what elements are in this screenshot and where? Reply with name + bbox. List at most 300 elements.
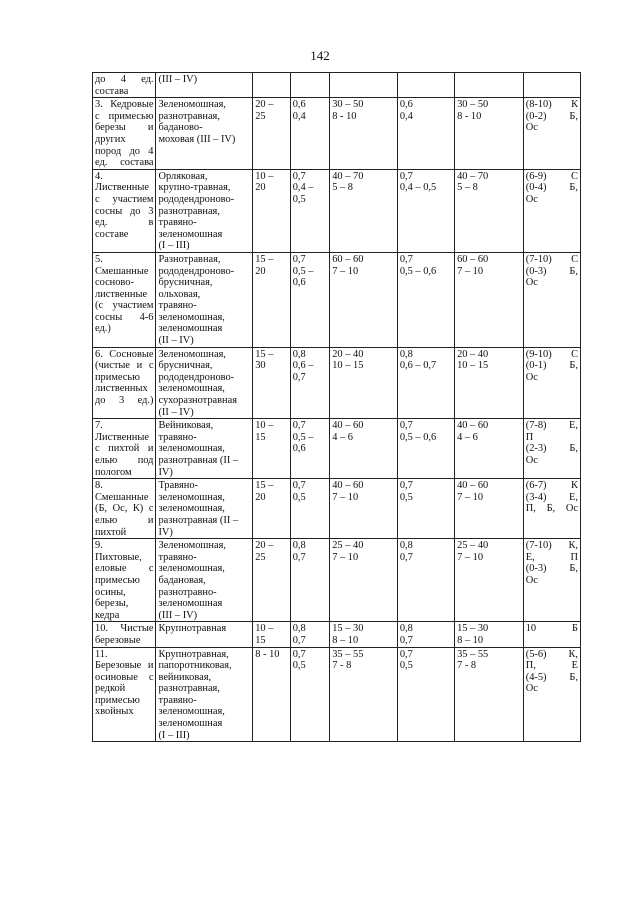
cell-line: 0,5 bbox=[292, 193, 306, 205]
cell-line: елью под bbox=[95, 455, 154, 466]
composition-cell bbox=[523, 347, 580, 419]
volume-cell bbox=[330, 622, 398, 647]
volume-cell bbox=[330, 647, 398, 742]
cell-line: (6-7) К bbox=[525, 480, 578, 492]
cell-line: 15 – bbox=[255, 348, 274, 360]
age-cell bbox=[253, 98, 290, 170]
cell-line: 3. Кедровые bbox=[95, 99, 154, 111]
volume-cell bbox=[330, 73, 398, 98]
cell-line: Смешанные bbox=[95, 491, 149, 503]
forest-group-cell bbox=[156, 419, 253, 479]
cell-line: осиновые с bbox=[95, 671, 154, 683]
composition-cell bbox=[523, 622, 580, 647]
cell-line: 0,6 bbox=[292, 443, 306, 455]
age-cell bbox=[253, 252, 290, 347]
cell-line: бадановo- bbox=[158, 122, 203, 134]
cell-line: 0,8 bbox=[292, 540, 306, 552]
cell-line: 0,5 bbox=[399, 491, 413, 503]
cell-line: сосны до 3 bbox=[95, 205, 154, 217]
cell-line: 5. bbox=[95, 253, 103, 265]
cell-line: 20 bbox=[255, 491, 266, 503]
cell-line: разнотравная, bbox=[158, 110, 220, 122]
cell-line: 10. Чистые bbox=[95, 623, 154, 635]
target-density-cell bbox=[397, 169, 454, 252]
age-cell bbox=[253, 479, 290, 539]
cell-line: с пихтой и bbox=[95, 443, 154, 455]
cell-line: IV) bbox=[158, 466, 173, 478]
cell-line: 0,4 – 0,5 bbox=[399, 182, 437, 194]
cell-line: 0,6 bbox=[399, 99, 413, 111]
age-cell bbox=[253, 169, 290, 252]
cell-line: 0,5 – bbox=[292, 431, 314, 443]
cell-line: 60 – 60 bbox=[457, 253, 489, 265]
density-cell bbox=[290, 73, 330, 98]
cell-line: (0-3) Б, bbox=[525, 265, 578, 277]
cell-line: 4. bbox=[95, 170, 103, 182]
cell-line: 5 – 8 bbox=[457, 182, 478, 194]
cell-line: (7-10) С bbox=[525, 253, 578, 265]
cell-line: ольховая, bbox=[158, 288, 201, 300]
cell-line: примесью bbox=[95, 694, 140, 706]
volume-cell bbox=[330, 419, 398, 479]
forest-group-cell bbox=[156, 252, 253, 347]
age-cell bbox=[253, 73, 290, 98]
forest-type-cell bbox=[93, 98, 156, 170]
cell-line: (8-10) К bbox=[525, 99, 578, 111]
cell-line: 40 – 70 bbox=[457, 170, 489, 182]
volume-cell bbox=[330, 252, 398, 347]
density-cell bbox=[290, 647, 330, 742]
density-cell bbox=[290, 98, 330, 170]
cell-line: Лиственные bbox=[95, 182, 149, 194]
table-row bbox=[93, 622, 581, 647]
forest-type-cell bbox=[93, 252, 156, 347]
cell-line: 0,8 bbox=[292, 348, 306, 360]
cell-line: 40 – 60 bbox=[332, 480, 364, 492]
target-density-cell bbox=[397, 347, 454, 419]
target-density-cell bbox=[397, 622, 454, 647]
cell-line: брусничная, bbox=[158, 360, 213, 372]
cell-line: зеленомошная, bbox=[158, 503, 225, 515]
cell-line: Травяно- bbox=[158, 480, 198, 492]
cell-line: 7 - 8 bbox=[332, 660, 352, 672]
cell-line: 0,7 bbox=[399, 480, 413, 492]
cell-line: 0,5 bbox=[399, 660, 413, 672]
cell-line: 0,7 bbox=[399, 420, 413, 432]
cell-line: 0,7 bbox=[292, 420, 306, 432]
cell-line: зеленомошная, bbox=[158, 383, 225, 395]
cell-line: 15 bbox=[255, 431, 266, 443]
target-volume-cell bbox=[455, 73, 524, 98]
cell-line: (Б, Ос, К) с bbox=[95, 503, 154, 515]
cell-line: 0,7 bbox=[399, 253, 413, 265]
cell-line: ед.) bbox=[95, 323, 111, 335]
cell-line: березовые bbox=[95, 634, 141, 646]
cell-line: ед. в bbox=[95, 217, 154, 229]
cell-line: 20 – bbox=[255, 540, 274, 552]
target-density-cell bbox=[397, 479, 454, 539]
forest-group-cell bbox=[156, 73, 253, 98]
cell-line: 0,7 bbox=[399, 551, 413, 563]
cell-line: рододендроново- bbox=[158, 265, 235, 277]
cell-line: 15 – 30 bbox=[332, 623, 364, 635]
cell-line: до 3 ед.) bbox=[95, 395, 154, 407]
composition-cell bbox=[523, 419, 580, 479]
cell-line: 0,8 bbox=[399, 623, 413, 635]
cell-line: (7-8) Е, bbox=[525, 420, 578, 432]
volume-cell bbox=[330, 539, 398, 622]
cell-line: 0,5 bbox=[292, 660, 306, 672]
cell-line: 7 – 10 bbox=[457, 551, 484, 563]
composition-cell bbox=[523, 539, 580, 622]
cell-line: пихтой bbox=[95, 526, 127, 538]
cell-line: вейниковая, bbox=[158, 671, 212, 683]
density-cell bbox=[290, 479, 330, 539]
forest-table bbox=[92, 72, 581, 742]
cell-line: IV) bbox=[158, 526, 173, 538]
cell-line: 0,7 bbox=[399, 634, 413, 646]
forest-type-cell bbox=[93, 622, 156, 647]
cell-line: (0-3) Б, bbox=[525, 563, 578, 575]
cell-line: 35 – 55 bbox=[457, 648, 489, 660]
cell-line: 4 – 6 bbox=[457, 431, 478, 443]
cell-line: 20 – bbox=[255, 99, 274, 111]
cell-line: (с участием bbox=[95, 300, 154, 312]
cell-line: Зеленомошная, bbox=[158, 99, 226, 111]
page-number: 142 bbox=[310, 48, 330, 63]
cell-line: 0,7 bbox=[292, 480, 306, 492]
cell-line: ед. состава bbox=[95, 157, 154, 169]
cell-line: бадановая, bbox=[158, 574, 206, 586]
target-volume-cell bbox=[455, 479, 524, 539]
cell-line: примесью bbox=[95, 371, 140, 383]
cell-line: 0,7 bbox=[292, 170, 306, 182]
target-density-cell bbox=[397, 98, 454, 170]
target-volume-cell bbox=[455, 647, 524, 742]
age-cell bbox=[253, 647, 290, 742]
age-cell bbox=[253, 539, 290, 622]
forest-type-cell bbox=[93, 479, 156, 539]
cell-line: Вейниковая, bbox=[158, 420, 214, 432]
cell-line: (4-5) Б, bbox=[525, 671, 578, 683]
composition-cell bbox=[523, 169, 580, 252]
cell-line: 8. bbox=[95, 480, 103, 492]
cell-line: Ос bbox=[525, 574, 538, 586]
volume-cell bbox=[330, 98, 398, 170]
cell-line: разнотравная (II – bbox=[158, 514, 239, 526]
cell-line: зеленомошная, bbox=[158, 491, 225, 503]
cell-line: зеленомошная bbox=[158, 323, 223, 335]
table-row bbox=[93, 479, 581, 539]
cell-line: травяно- bbox=[158, 300, 197, 312]
cell-line: 25 – 40 bbox=[457, 540, 489, 552]
cell-line: 8 – 10 bbox=[332, 634, 359, 646]
cell-line: других bbox=[95, 133, 126, 145]
volume-cell bbox=[330, 347, 398, 419]
cell-line: редкой bbox=[95, 683, 126, 695]
target-density-cell bbox=[397, 647, 454, 742]
forest-group-cell bbox=[156, 479, 253, 539]
cell-line: Зеленомошная, bbox=[158, 348, 226, 360]
composition-cell bbox=[523, 73, 580, 98]
cell-line: 7 - 8 bbox=[457, 660, 477, 672]
cell-line: 0,7 bbox=[399, 648, 413, 660]
cell-line: 7 – 10 bbox=[457, 265, 484, 277]
cell-line: 25 – 40 bbox=[332, 540, 364, 552]
cell-line: П bbox=[525, 431, 534, 443]
cell-line: (6-9) С bbox=[525, 170, 578, 182]
cell-line: (7-10) К, bbox=[525, 540, 578, 552]
cell-line: (0-2) Б, bbox=[525, 110, 578, 122]
cell-line: Разнотравная, bbox=[158, 253, 221, 265]
cell-line: 8 - 10 bbox=[255, 648, 280, 660]
cell-line: осины, bbox=[95, 586, 126, 598]
cell-line: 11. bbox=[95, 648, 108, 660]
forest-group-cell bbox=[156, 347, 253, 419]
cell-line: хвойных bbox=[95, 706, 134, 718]
cell-line: сухоразнотравная bbox=[158, 395, 237, 407]
cell-line: 20 bbox=[255, 182, 266, 194]
cell-line: 10 – 15 bbox=[332, 360, 364, 372]
cell-line: Ос bbox=[525, 277, 538, 289]
cell-line: 0,5 – 0,6 bbox=[399, 265, 437, 277]
cell-line: 20 bbox=[255, 265, 266, 277]
cell-line: 10 – bbox=[255, 623, 274, 635]
composition-cell bbox=[523, 647, 580, 742]
cell-line: травяно- bbox=[158, 217, 197, 229]
cell-line: зеленомошная bbox=[158, 718, 223, 730]
cell-line: 5 – 8 bbox=[332, 182, 353, 194]
cell-line: 0,7 bbox=[292, 634, 306, 646]
age-cell bbox=[253, 347, 290, 419]
cell-line: Крупнотравная bbox=[158, 623, 227, 635]
cell-line: составе bbox=[95, 228, 129, 240]
forest-type-cell bbox=[93, 539, 156, 622]
cell-line: (I – III) bbox=[158, 240, 190, 252]
target-volume-cell bbox=[455, 252, 524, 347]
cell-line: рододендроново- bbox=[158, 193, 235, 205]
cell-line: пологом bbox=[95, 466, 132, 478]
forest-type-cell bbox=[93, 647, 156, 742]
cell-line: 0,7 bbox=[292, 253, 306, 265]
cell-line: елью и bbox=[95, 514, 154, 526]
table-row bbox=[93, 169, 581, 252]
cell-line: Лиственные bbox=[95, 431, 149, 443]
cell-line: 9. bbox=[95, 540, 103, 552]
cell-line: зеленомошная bbox=[158, 598, 223, 610]
cell-line: 0,6 bbox=[292, 277, 306, 289]
cell-line: брусничная, bbox=[158, 277, 213, 289]
density-cell bbox=[290, 252, 330, 347]
cell-line: (II – IV) bbox=[158, 335, 194, 347]
cell-line: травяно- bbox=[158, 694, 197, 706]
target-volume-cell bbox=[455, 169, 524, 252]
cell-line: (5-6) К, bbox=[525, 648, 578, 660]
cell-line: сосново- bbox=[95, 277, 134, 289]
cell-line: зеленомошная, bbox=[158, 563, 225, 575]
cell-line: 15 bbox=[255, 634, 266, 646]
cell-line: 15 – 30 bbox=[457, 623, 489, 635]
cell-line: 7 – 10 bbox=[332, 491, 359, 503]
cell-line: зеленомошная, bbox=[158, 706, 225, 718]
density-cell bbox=[290, 347, 330, 419]
cell-line: лиственных bbox=[95, 383, 148, 395]
cell-line: папоротниковая, bbox=[158, 660, 232, 672]
cell-line: Ос bbox=[525, 122, 538, 134]
cell-line: (0-1) Б, bbox=[525, 360, 578, 372]
cell-line: (3-4) Е, bbox=[525, 491, 578, 503]
cell-line: разнотравно- bbox=[158, 586, 217, 598]
cell-line: Смешанные bbox=[95, 265, 149, 277]
cell-line: 25 bbox=[255, 110, 266, 122]
cell-line: зеленомошная, bbox=[158, 311, 225, 323]
target-density-cell bbox=[397, 419, 454, 479]
cell-line: 10 – bbox=[255, 420, 274, 432]
cell-line: травяно- bbox=[158, 551, 197, 563]
cell-line: 0,5 – 0,6 bbox=[399, 431, 437, 443]
cell-line: 35 – 55 bbox=[332, 648, 364, 660]
cell-line: (2-3) Б, bbox=[525, 443, 578, 455]
cell-line: еловые с bbox=[95, 563, 154, 575]
cell-line: (III – IV) bbox=[158, 609, 198, 621]
volume-cell bbox=[330, 169, 398, 252]
cell-line: с участием bbox=[95, 193, 154, 205]
forest-group-cell bbox=[156, 169, 253, 252]
cell-line: (I – III) bbox=[158, 729, 190, 741]
cell-line: 8 – 10 bbox=[457, 634, 484, 646]
cell-line: (чистые и с bbox=[95, 360, 154, 372]
table-row bbox=[93, 73, 581, 98]
cell-line: 10 – bbox=[255, 170, 274, 182]
forest-group-cell bbox=[156, 539, 253, 622]
cell-line: 40 – 70 bbox=[332, 170, 364, 182]
cell-line: (0-4) Б, bbox=[525, 182, 578, 194]
cell-line: 0,4 – bbox=[292, 182, 314, 194]
cell-line: Ос bbox=[525, 455, 538, 466]
cell-line: П, Е bbox=[525, 660, 578, 672]
cell-line: 8 - 10 bbox=[457, 110, 482, 122]
cell-line: моховая (III – IV) bbox=[158, 133, 236, 145]
cell-line: до 4 ед. bbox=[95, 74, 154, 85]
cell-line: 30 – 50 bbox=[457, 99, 489, 111]
forest-type-cell bbox=[93, 419, 156, 479]
cell-line: Ос bbox=[525, 683, 538, 695]
cell-line: 0,7 bbox=[292, 551, 306, 563]
cell-line: 0,7 bbox=[399, 170, 413, 182]
forest-type-cell bbox=[93, 169, 156, 252]
cell-line: разнотравная, bbox=[158, 205, 220, 217]
cell-line: 0,4 bbox=[292, 110, 306, 122]
table-row bbox=[93, 647, 581, 742]
cell-line: 0,8 bbox=[292, 623, 306, 635]
cell-line: Е, П bbox=[525, 551, 578, 563]
cell-line: 0,8 bbox=[399, 348, 413, 360]
density-cell bbox=[290, 622, 330, 647]
age-cell bbox=[253, 622, 290, 647]
target-volume-cell bbox=[455, 419, 524, 479]
cell-line: 0,7 bbox=[292, 648, 306, 660]
cell-line: 20 – 40 bbox=[457, 348, 489, 360]
cell-line: 0,8 bbox=[399, 540, 413, 552]
forest-type-cell bbox=[93, 347, 156, 419]
cell-line: 15 – bbox=[255, 480, 274, 492]
cell-line: Орляковая, bbox=[158, 170, 208, 182]
table-row bbox=[93, 252, 581, 347]
cell-line: 20 – 40 bbox=[332, 348, 364, 360]
cell-line: 0,5 bbox=[292, 491, 306, 503]
cell-line: разнотравная (II – bbox=[158, 455, 239, 466]
composition-cell bbox=[523, 98, 580, 170]
cell-line: 0,5 – bbox=[292, 265, 314, 277]
cell-line: зеленомошная, bbox=[158, 443, 225, 455]
density-cell bbox=[290, 419, 330, 479]
cell-line: Ос bbox=[525, 193, 538, 205]
cell-line: 6. Сосновые bbox=[95, 348, 154, 360]
cell-line: 4 – 6 bbox=[332, 431, 353, 443]
cell-line: 0,6 bbox=[292, 99, 306, 111]
cell-line: 7. bbox=[95, 420, 103, 432]
cell-line: березы и bbox=[95, 122, 154, 134]
cell-line: 0,4 bbox=[399, 110, 413, 122]
target-density-cell bbox=[397, 73, 454, 98]
cell-line: примесью bbox=[95, 574, 140, 586]
target-volume-cell bbox=[455, 98, 524, 170]
cell-line: 15 – bbox=[255, 253, 274, 265]
table-body bbox=[93, 73, 581, 742]
target-density-cell bbox=[397, 252, 454, 347]
target-volume-cell bbox=[455, 622, 524, 647]
cell-line: (III – IV) bbox=[158, 74, 198, 85]
cell-line: (II – IV) bbox=[158, 406, 194, 418]
cell-line: 7 – 10 bbox=[332, 551, 359, 563]
cell-line: 7 – 10 bbox=[332, 265, 359, 277]
forest-type-cell bbox=[93, 73, 156, 98]
cell-line: 7 – 10 bbox=[457, 491, 484, 503]
cell-line: П, Б, Ос bbox=[525, 503, 578, 515]
cell-line: зеленомошная bbox=[158, 228, 223, 240]
forest-group-cell bbox=[156, 647, 253, 742]
cell-line: 40 – 60 bbox=[332, 420, 364, 432]
target-volume-cell bbox=[455, 347, 524, 419]
density-cell bbox=[290, 169, 330, 252]
cell-line: состава bbox=[95, 85, 129, 97]
volume-cell bbox=[330, 479, 398, 539]
forest-group-cell bbox=[156, 622, 253, 647]
density-cell bbox=[290, 539, 330, 622]
cell-line: березы, bbox=[95, 598, 129, 610]
cell-line: пород до 4 bbox=[95, 145, 154, 157]
cell-line: Зеленомошная, bbox=[158, 540, 226, 552]
table-row bbox=[93, 347, 581, 419]
cell-line: 0,6 – 0,7 bbox=[399, 360, 437, 372]
cell-line: Пихтовые, bbox=[95, 551, 142, 563]
cell-line: (9-10) С bbox=[525, 348, 578, 360]
cell-line: 40 – 60 bbox=[457, 480, 489, 492]
age-cell bbox=[253, 419, 290, 479]
cell-line: 10 – 15 bbox=[457, 360, 489, 372]
cell-line: разнотравная, bbox=[158, 683, 220, 695]
cell-line: 10 Б bbox=[525, 623, 578, 635]
cell-line: 25 bbox=[255, 551, 266, 563]
target-density-cell bbox=[397, 539, 454, 622]
cell-line: 0,6 – bbox=[292, 360, 314, 372]
cell-line: 30 bbox=[255, 360, 266, 372]
cell-line: сосны 4-6 bbox=[95, 311, 154, 323]
target-volume-cell bbox=[455, 539, 524, 622]
cell-line: с примесью bbox=[95, 110, 154, 122]
cell-line: 40 – 60 bbox=[457, 420, 489, 432]
cell-line: крупно-травная, bbox=[158, 182, 231, 194]
